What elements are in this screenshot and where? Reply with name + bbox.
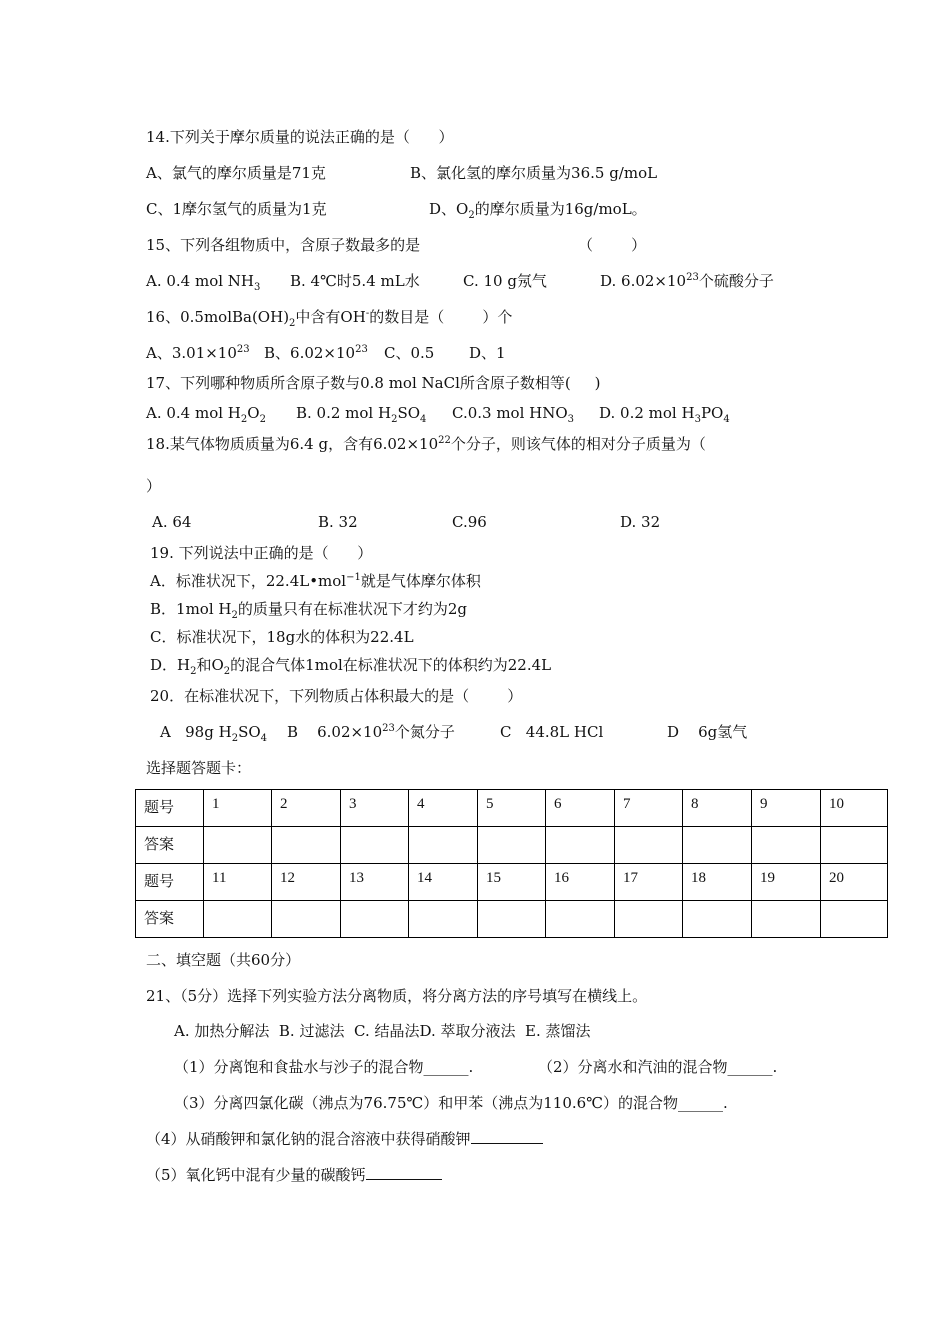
q17-option-d: D. 0.2 mol $H_3PO_4$ [599, 404, 730, 425]
question-number: 19 [752, 864, 821, 901]
question-number: 9 [752, 790, 821, 827]
table-row-answers-1 [136, 827, 888, 864]
q19-option-c: C．标准状况下，18g水的体积为22.4L [150, 628, 414, 646]
row-label-ans: 答案 [136, 827, 204, 864]
answer-blank[interactable] [471, 1129, 543, 1144]
q16-option-a: A、$3.01\times 10^{23}$ [146, 344, 250, 362]
q21-part-1: （1）分离饱和食盐水与沙子的混合物______. [174, 1058, 474, 1076]
q19-option-a: A．标准状况下，22.4L•mol$^{-1}$就是气体摩尔体积 [150, 572, 481, 590]
q18-option-d: D. 32 [620, 513, 661, 531]
answer-cell[interactable] [341, 901, 409, 938]
row-label-ans: 答案 [136, 901, 204, 938]
q20-option-c: C 44.8L HCl [500, 723, 604, 741]
q16-option-d: D、1 [469, 344, 506, 362]
q19-option-d: D．$H_2$和$O_2$的混合气体1mol在标准状况下的体积约为22.4L [150, 656, 552, 677]
table-row-numbers-1 [136, 790, 888, 827]
answer-cell[interactable] [272, 901, 341, 938]
q17-option-b: B. 0.2 mol $H_2SO_4$ [296, 404, 427, 425]
answer-cell[interactable] [409, 827, 478, 864]
answer-cell[interactable] [478, 827, 546, 864]
section-2-title: 二、填空题（共60分） [146, 951, 301, 969]
answer-cell[interactable] [204, 827, 272, 864]
q15-stem: 15、下列各组物质中，含原子数最多的是 [146, 236, 421, 254]
q19-option-b: B．1mol $H_2$的质量只有在标准状况下才约为2g [150, 600, 467, 621]
question-number: 17 [615, 864, 683, 901]
q19-stem: 19. 下列说法中正确的是（ ） [150, 544, 373, 562]
question-number: 18 [683, 864, 752, 901]
answer-blank[interactable] [366, 1165, 442, 1180]
row-label-num: 题号 [136, 864, 204, 901]
question-number: 13 [341, 864, 409, 901]
answer-cell[interactable] [546, 827, 615, 864]
question-number: 4 [409, 790, 478, 827]
answer-cell[interactable] [341, 827, 409, 864]
answer-cell[interactable] [615, 827, 683, 864]
question-number: 20 [821, 864, 888, 901]
q15-option-c: C. 10 g氖气 [463, 272, 547, 290]
answer-cell[interactable] [272, 827, 341, 864]
q14-stem: 14.下列关于摩尔质量的说法正确的是（ ） [146, 128, 454, 146]
q20-stem: 20．在标准状况下，下列物质占体积最大的是（ ） [150, 687, 523, 705]
question-number: 6 [546, 790, 615, 827]
q18-stem-close: ） [146, 477, 162, 495]
q21-part-3: （3）分离四氯化碳（沸点为76.75℃）和甲苯（沸点为110.6℃）的混合物______. [174, 1094, 728, 1112]
q18-stem: 18.某气体物质质量为6.4 g，含有$6.02\times 10^{22}$个分子，则该气体的相对分子质量为（ [146, 435, 706, 453]
question-number: 8 [683, 790, 752, 827]
q21-part-5: （5）氧化钙中混有少量的碳酸钙 [146, 1165, 442, 1185]
answer-cell[interactable] [821, 901, 888, 938]
q15-option-d: D. $6.02\times 10^{23}$个硫酸分子 [600, 272, 774, 290]
table-row-numbers-2 [136, 864, 888, 901]
answer-cell[interactable] [615, 901, 683, 938]
q20-option-a: A 98g $H_2SO_4$ [160, 723, 268, 744]
question-number: 5 [478, 790, 546, 827]
question-number: 14 [409, 864, 478, 901]
q14-option-c: C、1摩尔氢气的质量为1克 [146, 200, 327, 218]
question-number: 12 [272, 864, 341, 901]
q16-option-b: B、$6.02\times 10^{23}$ [264, 344, 368, 362]
row-label-num: 题号 [136, 790, 204, 827]
q16-option-c: C、0.5 [384, 344, 435, 362]
answer-cell[interactable] [204, 901, 272, 938]
q21-options: A. 加热分解法 B. 过滤法 C. 结晶法D. 萃取分液法 E. 蒸馏法 [174, 1022, 591, 1040]
question-number: 2 [272, 790, 341, 827]
question-number: 1 [204, 790, 272, 827]
q14-option-a: A、氯气的摩尔质量是71克 [146, 164, 326, 182]
answer-card-title: 选择题答题卡： [146, 759, 252, 777]
answer-card-table [135, 789, 888, 938]
answer-cell[interactable] [478, 901, 546, 938]
q16-stem: 16、$0.5molBa(OH)_2$中含有OH-的数目是（ ）个 [146, 308, 513, 329]
question-number: 3 [341, 790, 409, 827]
q17-option-c: C.0.3 mol $HNO_3$ [452, 404, 575, 425]
q18-option-c: C.96 [452, 513, 487, 531]
answer-cell[interactable] [683, 827, 752, 864]
q18-option-b: B. 32 [318, 513, 358, 531]
question-number: 15 [478, 864, 546, 901]
question-number: 7 [615, 790, 683, 827]
q17-stem: 17、下列哪种物质所含原子数与0.8 mol NaCl所含原子数相等( ) [146, 374, 601, 392]
question-number: 11 [204, 864, 272, 901]
q20-option-d: D 6g氢气 [667, 723, 748, 741]
q14-option-d: D、$O_2$的摩尔质量为16g/moL。 [429, 200, 647, 221]
answer-cell[interactable] [752, 827, 821, 864]
q15-option-b: B. 4℃时5.4 mL水 [290, 272, 420, 290]
q15-answer-paren: （ ） [578, 236, 647, 254]
q21-part-2: （2）分离水和汽油的混合物______. [538, 1058, 778, 1076]
answer-cell[interactable] [683, 901, 752, 938]
question-number: 10 [821, 790, 888, 827]
answer-cell[interactable] [821, 827, 888, 864]
answer-cell[interactable] [752, 901, 821, 938]
q20-option-b: B $6.02\times 10^{23}$个氮分子 [287, 723, 455, 741]
q21-stem: 21、（5分）选择下列实验方法分离物质，将分离方法的序号填写在横线上。 [146, 987, 648, 1005]
q21-part-4: （4）从硝酸钾和氯化钠的混合溶液中获得硝酸钾 [146, 1129, 543, 1149]
answer-cell[interactable] [409, 901, 478, 938]
q15-option-a: A. 0.4 mol $NH_3$ [146, 272, 261, 293]
table-row-answers-2 [136, 901, 888, 938]
q17-option-a: A. 0.4 mol $H_2O_2$ [146, 404, 266, 425]
q18-option-a: A. 64 [152, 513, 192, 531]
answer-cell[interactable] [546, 901, 615, 938]
question-number: 16 [546, 864, 615, 901]
q14-option-b: B、氯化氢的摩尔质量为36.5 g/moL [410, 164, 658, 182]
